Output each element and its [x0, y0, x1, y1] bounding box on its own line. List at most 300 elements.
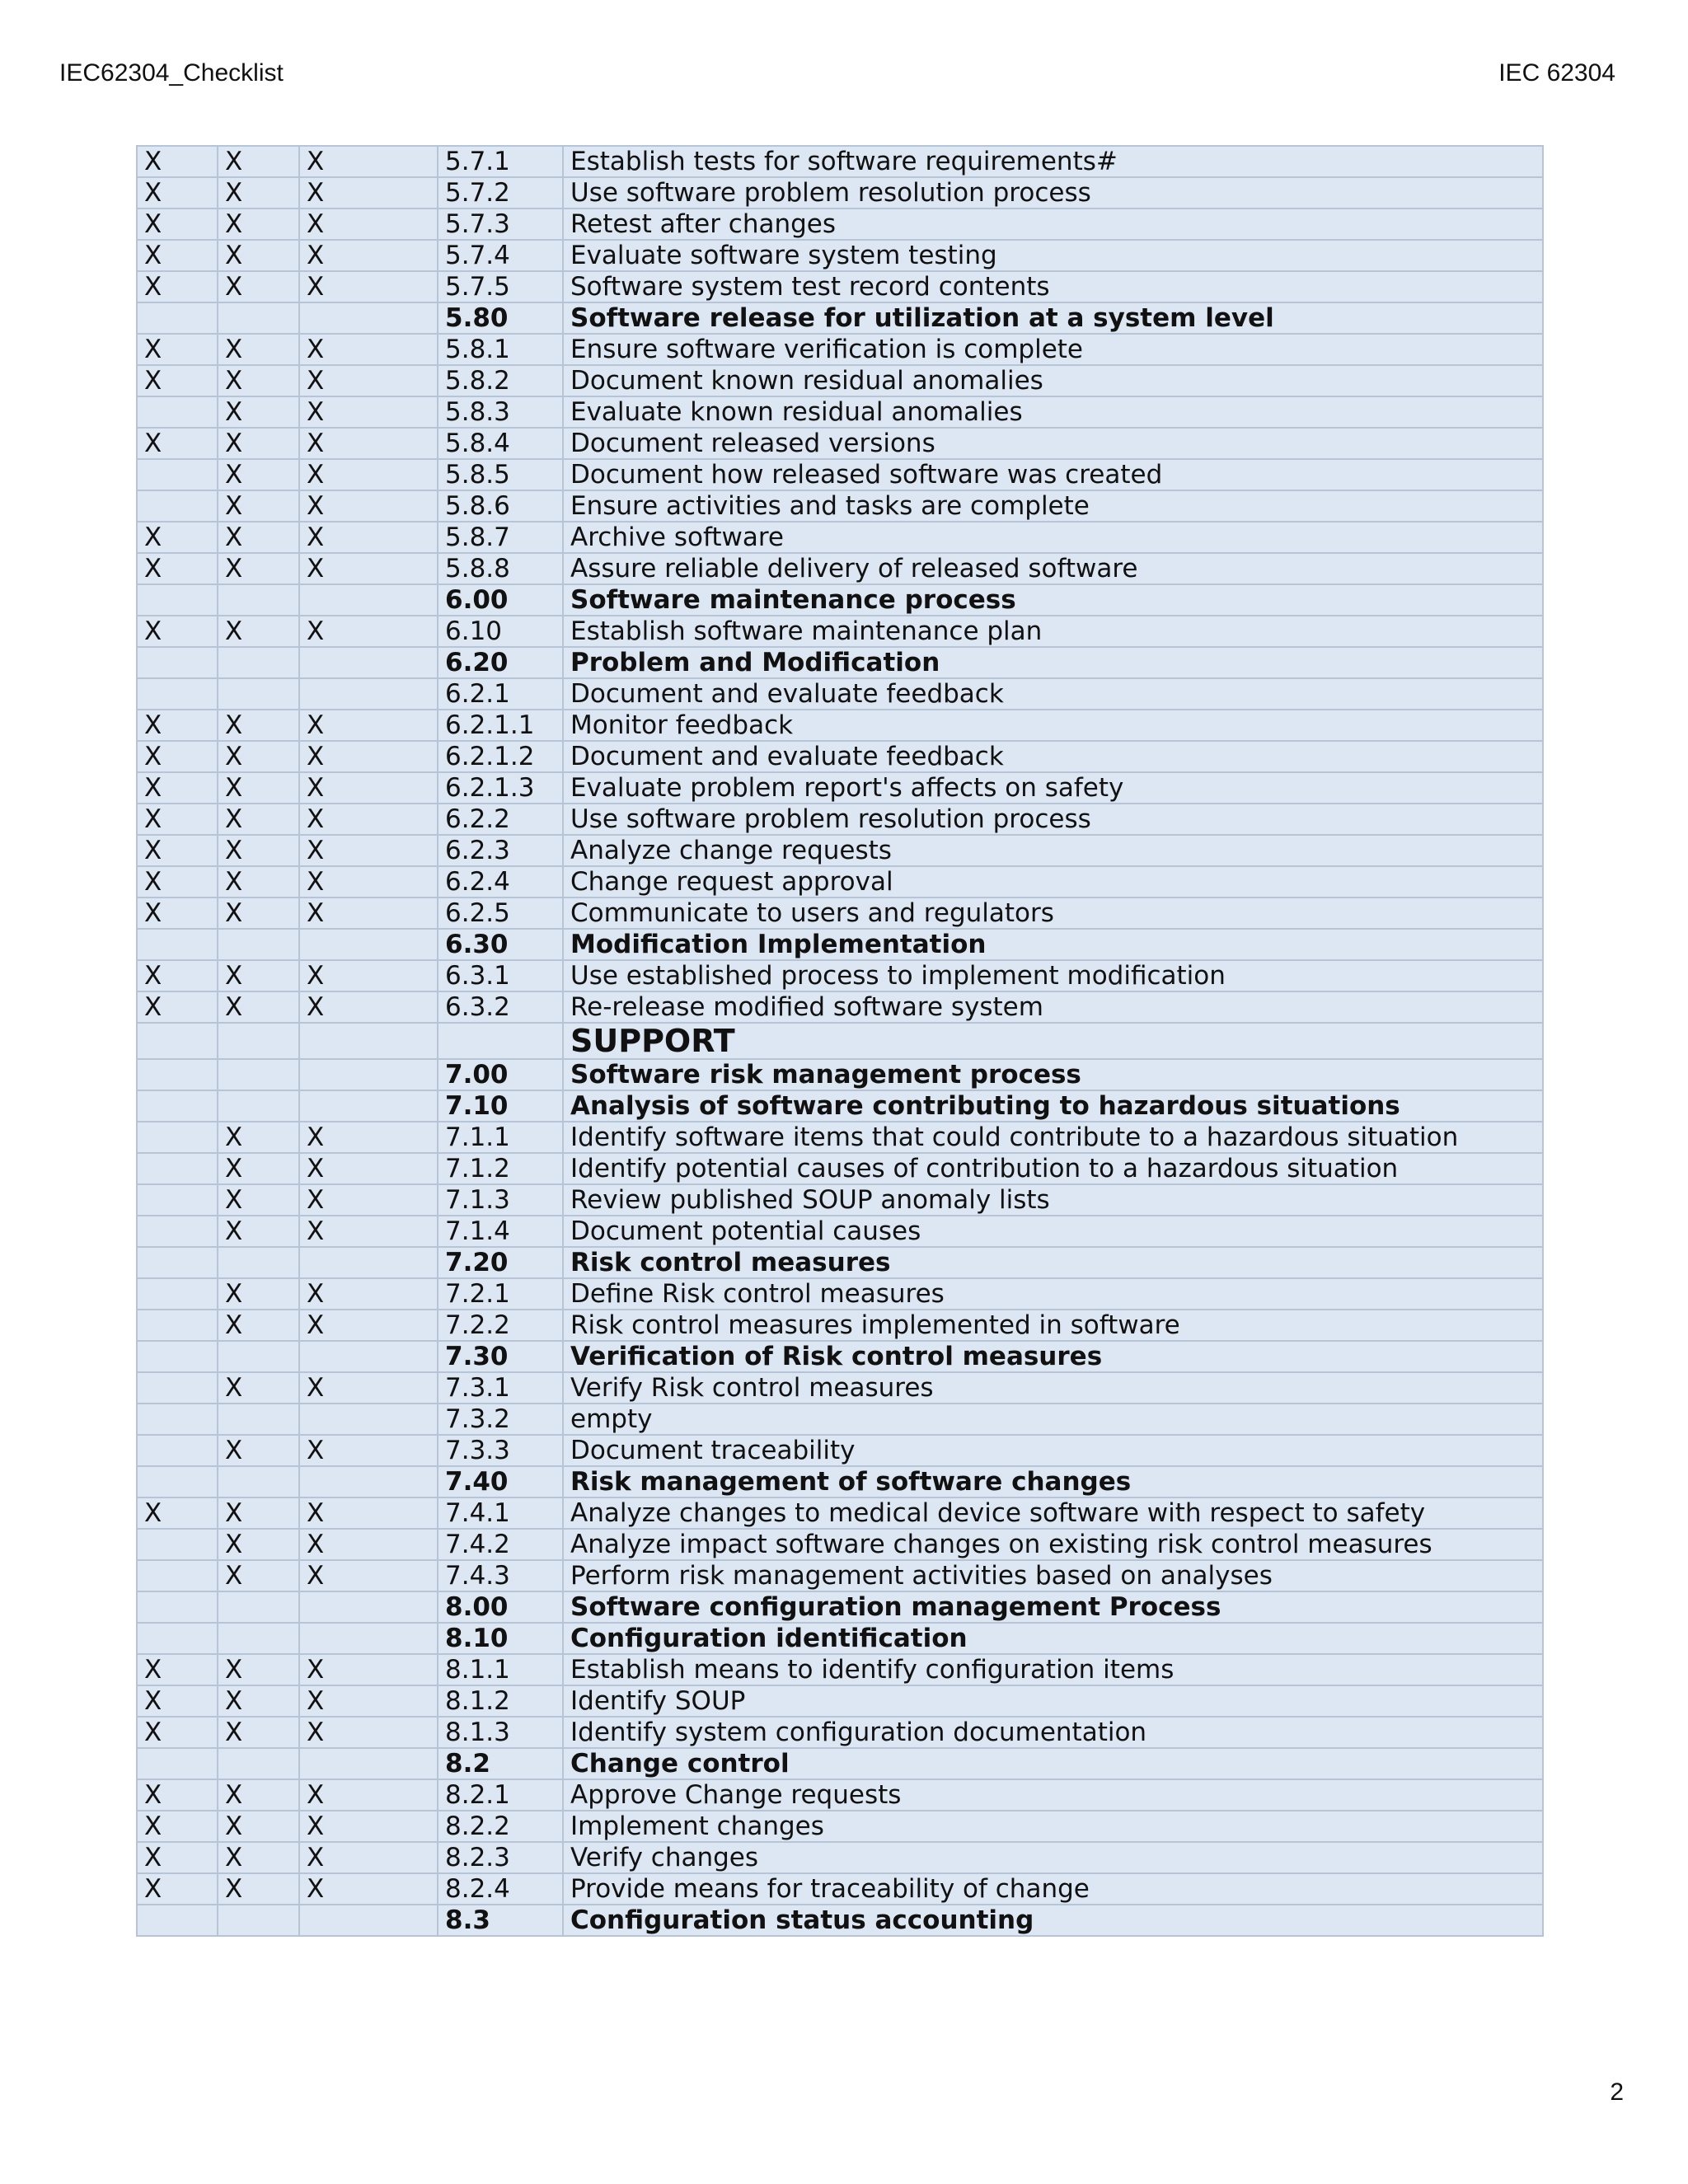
- clause-number: 5.8.2: [438, 365, 563, 396]
- class-b-mark: [218, 1090, 299, 1122]
- clause-title: Communicate to users and regulators: [563, 898, 1543, 929]
- class-b-mark: [218, 1748, 299, 1779]
- clause-title: Use software problem resolution process: [563, 804, 1543, 835]
- class-b-mark: X: [218, 960, 299, 991]
- class-b-mark: X: [218, 1153, 299, 1184]
- class-b-mark: X: [218, 1184, 299, 1216]
- class-c-mark: X: [299, 1122, 438, 1153]
- checklist-row: [137, 271, 1543, 302]
- checklist-row: [137, 616, 1543, 647]
- class-b-mark: X: [218, 710, 299, 741]
- class-c-mark: X: [299, 1153, 438, 1184]
- clause-number: 7.1.1: [438, 1122, 563, 1153]
- class-c-mark: X: [299, 898, 438, 929]
- checklist-row: [137, 898, 1543, 929]
- class-a-mark: [137, 1466, 218, 1497]
- class-a-mark: X: [137, 835, 218, 866]
- clause-number: 6.3.2: [438, 991, 563, 1023]
- checklist-row: [137, 459, 1543, 490]
- class-c-mark: [299, 647, 438, 678]
- clause-number: 5.8.6: [438, 490, 563, 522]
- class-c-mark: X: [299, 271, 438, 302]
- class-c-mark: X: [299, 1842, 438, 1873]
- checklist-row: [137, 146, 1543, 177]
- checklist-row: [137, 490, 1543, 522]
- checklist-row: [137, 1435, 1543, 1466]
- checklist-row: [137, 1122, 1543, 1153]
- class-b-mark: X: [218, 334, 299, 365]
- clause-number: 6.2.5: [438, 898, 563, 929]
- clause-number: 7.1.3: [438, 1184, 563, 1216]
- class-a-mark: [137, 1341, 218, 1372]
- class-c-mark: X: [299, 1184, 438, 1216]
- clause-title: Software maintenance process: [563, 584, 1543, 616]
- class-c-mark: [299, 1090, 438, 1122]
- clause-title: Analyze impact software changes on existing risk control measures: [563, 1529, 1543, 1560]
- checklist-row: [137, 302, 1543, 334]
- clause-number: 5.7.3: [438, 209, 563, 240]
- clause-number: 7.4.2: [438, 1529, 563, 1560]
- clause-number: 7.00: [438, 1059, 563, 1090]
- class-a-mark: X: [137, 772, 218, 804]
- class-a-mark: [137, 302, 218, 334]
- clause-number: 5.7.4: [438, 240, 563, 271]
- class-a-mark: X: [137, 553, 218, 584]
- checklist-row: [137, 991, 1543, 1023]
- clause-title: Analyze changes to medical device software with respect to safety: [563, 1497, 1543, 1529]
- class-c-mark: [299, 302, 438, 334]
- clause-number: 8.00: [438, 1591, 563, 1623]
- clause-title: Re-release modified software system: [563, 991, 1543, 1023]
- clause-title: Software configuration management Process: [563, 1591, 1543, 1623]
- clause-title: Risk management of software changes: [563, 1466, 1543, 1497]
- class-b-mark: X: [218, 835, 299, 866]
- checklist-row: [137, 553, 1543, 584]
- clause-number: [438, 1023, 563, 1059]
- class-b-mark: X: [218, 428, 299, 459]
- class-a-mark: [137, 1748, 218, 1779]
- class-c-mark: [299, 1059, 438, 1090]
- class-a-mark: X: [137, 1654, 218, 1685]
- class-a-mark: [137, 1404, 218, 1435]
- clause-number: 8.1.1: [438, 1654, 563, 1685]
- class-a-mark: [137, 1247, 218, 1278]
- clause-title: Implement changes: [563, 1811, 1543, 1842]
- class-c-mark: X: [299, 396, 438, 428]
- class-b-mark: X: [218, 553, 299, 584]
- clause-number: 8.1.3: [438, 1717, 563, 1748]
- class-b-mark: X: [218, 1122, 299, 1153]
- checklist-row: [137, 866, 1543, 898]
- class-b-mark: [218, 1023, 299, 1059]
- class-a-mark: [137, 1023, 218, 1059]
- class-a-mark: [137, 584, 218, 616]
- clause-title: Document released versions: [563, 428, 1543, 459]
- checklist-row: [137, 334, 1543, 365]
- class-b-mark: [218, 584, 299, 616]
- clause-number: 7.20: [438, 1247, 563, 1278]
- class-a-mark: X: [137, 1717, 218, 1748]
- class-c-mark: X: [299, 1779, 438, 1811]
- class-a-mark: X: [137, 209, 218, 240]
- class-c-mark: X: [299, 1278, 438, 1310]
- class-c-mark: [299, 1466, 438, 1497]
- class-c-mark: X: [299, 1811, 438, 1842]
- checklist-row: [137, 1310, 1543, 1341]
- class-b-mark: [218, 1905, 299, 1936]
- checklist-row: [137, 1153, 1543, 1184]
- checklist-row: [137, 1184, 1543, 1216]
- clause-title: Evaluate software system testing: [563, 240, 1543, 271]
- clause-title: Configuration identification: [563, 1623, 1543, 1654]
- clause-number: 5.7.1: [438, 146, 563, 177]
- checklist-row: [137, 710, 1543, 741]
- clause-title: Use software problem resolution process: [563, 177, 1543, 209]
- checklist-row: [137, 177, 1543, 209]
- clause-title: Identify software items that could contribute to a hazardous situation: [563, 1122, 1543, 1153]
- class-c-mark: X: [299, 522, 438, 553]
- clause-number: 5.8.8: [438, 553, 563, 584]
- class-c-mark: X: [299, 459, 438, 490]
- checklist-row: [137, 584, 1543, 616]
- clause-title: Establish software maintenance plan: [563, 616, 1543, 647]
- class-b-mark: X: [218, 616, 299, 647]
- class-a-mark: X: [137, 334, 218, 365]
- clause-number: 7.30: [438, 1341, 563, 1372]
- clause-title: Change control: [563, 1748, 1543, 1779]
- class-c-mark: [299, 1023, 438, 1059]
- checklist-row: [137, 1717, 1543, 1748]
- class-b-mark: [218, 929, 299, 960]
- class-c-mark: X: [299, 616, 438, 647]
- checklist-row: [137, 1685, 1543, 1717]
- checklist-row: [137, 741, 1543, 772]
- class-a-mark: X: [137, 240, 218, 271]
- clause-number: 6.30: [438, 929, 563, 960]
- class-b-mark: X: [218, 1497, 299, 1529]
- clause-title: Establish tests for software requirements#: [563, 146, 1543, 177]
- clause-number: 7.1.2: [438, 1153, 563, 1184]
- class-b-mark: X: [218, 1529, 299, 1560]
- class-b-mark: [218, 1341, 299, 1372]
- class-b-mark: [218, 678, 299, 710]
- class-c-mark: [299, 1341, 438, 1372]
- class-b-mark: [218, 647, 299, 678]
- clause-number: 7.40: [438, 1466, 563, 1497]
- checklist-row: [137, 365, 1543, 396]
- clause-title: empty: [563, 1404, 1543, 1435]
- class-b-mark: [218, 1466, 299, 1497]
- class-c-mark: X: [299, 1685, 438, 1717]
- class-c-mark: X: [299, 428, 438, 459]
- class-c-mark: [299, 584, 438, 616]
- checklist-row: [137, 1529, 1543, 1560]
- clause-number: 5.8.7: [438, 522, 563, 553]
- checklist-table: [136, 145, 1544, 1937]
- class-a-mark: X: [137, 177, 218, 209]
- class-a-mark: [137, 396, 218, 428]
- class-b-mark: X: [218, 1654, 299, 1685]
- clause-number: 7.2.1: [438, 1278, 563, 1310]
- class-c-mark: X: [299, 1717, 438, 1748]
- clause-title: Retest after changes: [563, 209, 1543, 240]
- class-a-mark: [137, 459, 218, 490]
- checklist-row: [137, 240, 1543, 271]
- checklist-row: [137, 1873, 1543, 1905]
- checklist-row: [137, 1623, 1543, 1654]
- clause-number: 7.3.3: [438, 1435, 563, 1466]
- class-a-mark: [137, 1372, 218, 1404]
- clause-title: Software release for utilization at a system level: [563, 302, 1543, 334]
- clause-number: 5.8.5: [438, 459, 563, 490]
- class-a-mark: X: [137, 991, 218, 1023]
- class-b-mark: X: [218, 991, 299, 1023]
- checklist-row: [137, 396, 1543, 428]
- class-b-mark: X: [218, 490, 299, 522]
- clause-number: 7.4.1: [438, 1497, 563, 1529]
- clause-number: 7.3.1: [438, 1372, 563, 1404]
- checklist-row: [137, 1090, 1543, 1122]
- clause-number: 8.2: [438, 1748, 563, 1779]
- class-b-mark: X: [218, 1372, 299, 1404]
- class-b-mark: [218, 1591, 299, 1623]
- clause-number: 5.8.1: [438, 334, 563, 365]
- class-c-mark: X: [299, 741, 438, 772]
- class-b-mark: [218, 1059, 299, 1090]
- clause-number: 7.3.2: [438, 1404, 563, 1435]
- class-a-mark: [137, 1591, 218, 1623]
- clause-title: Ensure software verification is complete: [563, 334, 1543, 365]
- class-a-mark: [137, 1529, 218, 1560]
- class-a-mark: X: [137, 1811, 218, 1842]
- clause-title: Risk control measures implemented in software: [563, 1310, 1543, 1341]
- clause-title: Software system test record contents: [563, 271, 1543, 302]
- class-a-mark: X: [137, 616, 218, 647]
- checklist-row: [137, 804, 1543, 835]
- class-c-mark: X: [299, 177, 438, 209]
- clause-title: Use established process to implement modification: [563, 960, 1543, 991]
- clause-number: 6.3.1: [438, 960, 563, 991]
- checklist-body: [137, 146, 1543, 1936]
- checklist-row: [137, 1059, 1543, 1090]
- class-b-mark: X: [218, 1717, 299, 1748]
- checklist-row: [137, 647, 1543, 678]
- clause-title: Provide means for traceability of change: [563, 1873, 1543, 1905]
- checklist-row: [137, 428, 1543, 459]
- class-b-mark: X: [218, 209, 299, 240]
- clause-title: Verify changes: [563, 1842, 1543, 1873]
- class-c-mark: X: [299, 1529, 438, 1560]
- class-c-mark: [299, 1404, 438, 1435]
- document-header-title: IEC62304_Checklist: [59, 59, 284, 87]
- class-c-mark: X: [299, 553, 438, 584]
- clause-title: Verify Risk control measures: [563, 1372, 1543, 1404]
- class-b-mark: X: [218, 522, 299, 553]
- class-a-mark: [137, 1905, 218, 1936]
- class-a-mark: [137, 1623, 218, 1654]
- checklist-row: [137, 1278, 1543, 1310]
- class-c-mark: X: [299, 209, 438, 240]
- checklist-row: [137, 1779, 1543, 1811]
- clause-title: Perform risk management activities based on analyses: [563, 1560, 1543, 1591]
- clause-number: 5.8.4: [438, 428, 563, 459]
- class-c-mark: [299, 678, 438, 710]
- clause-title: Ensure activities and tasks are complete: [563, 490, 1543, 522]
- class-b-mark: X: [218, 898, 299, 929]
- class-c-mark: X: [299, 804, 438, 835]
- checklist-row: [137, 1247, 1543, 1278]
- checklist-row: [137, 1905, 1543, 1936]
- checklist-row: [137, 835, 1543, 866]
- class-c-mark: X: [299, 710, 438, 741]
- clause-title: Identify system configuration documentation: [563, 1717, 1543, 1748]
- class-a-mark: [137, 678, 218, 710]
- class-b-mark: [218, 1623, 299, 1654]
- clause-number: 6.2.1.2: [438, 741, 563, 772]
- clause-title: Monitor feedback: [563, 710, 1543, 741]
- class-a-mark: X: [137, 866, 218, 898]
- clause-title: Verification of Risk control measures: [563, 1341, 1543, 1372]
- checklist-row: [137, 929, 1543, 960]
- class-b-mark: X: [218, 146, 299, 177]
- class-a-mark: X: [137, 1685, 218, 1717]
- clause-number: 8.2.3: [438, 1842, 563, 1873]
- class-b-mark: X: [218, 240, 299, 271]
- class-b-mark: X: [218, 271, 299, 302]
- class-b-mark: X: [218, 1842, 299, 1873]
- class-c-mark: X: [299, 1873, 438, 1905]
- class-a-mark: X: [137, 898, 218, 929]
- class-c-mark: X: [299, 991, 438, 1023]
- class-b-mark: X: [218, 1435, 299, 1466]
- clause-title: SUPPORT: [563, 1023, 1543, 1059]
- class-b-mark: X: [218, 1216, 299, 1247]
- clause-number: 6.2.2: [438, 804, 563, 835]
- class-a-mark: X: [137, 710, 218, 741]
- checklist-row: [137, 1466, 1543, 1497]
- class-b-mark: X: [218, 1560, 299, 1591]
- checklist-row: [137, 209, 1543, 240]
- class-a-mark: X: [137, 1873, 218, 1905]
- class-c-mark: X: [299, 960, 438, 991]
- class-a-mark: X: [137, 1842, 218, 1873]
- clause-title: Document and evaluate feedback: [563, 741, 1543, 772]
- clause-number: 6.2.3: [438, 835, 563, 866]
- clause-title: Problem and Modification: [563, 647, 1543, 678]
- clause-title: Evaluate problem report's affects on safety: [563, 772, 1543, 804]
- class-a-mark: X: [137, 428, 218, 459]
- class-c-mark: [299, 1905, 438, 1936]
- class-c-mark: X: [299, 1654, 438, 1685]
- class-a-mark: [137, 1310, 218, 1341]
- clause-title: Approve Change requests: [563, 1779, 1543, 1811]
- clause-number: 5.7.2: [438, 177, 563, 209]
- clause-title: Analyze change requests: [563, 835, 1543, 866]
- clause-title: Modification Implementation: [563, 929, 1543, 960]
- clause-title: Document known residual anomalies: [563, 365, 1543, 396]
- checklist-row: [137, 1497, 1543, 1529]
- class-c-mark: X: [299, 866, 438, 898]
- class-a-mark: X: [137, 271, 218, 302]
- class-a-mark: X: [137, 146, 218, 177]
- clause-title: Analysis of software contributing to hazardous situations: [563, 1090, 1543, 1122]
- clause-number: 7.2.2: [438, 1310, 563, 1341]
- class-c-mark: X: [299, 490, 438, 522]
- class-a-mark: X: [137, 1779, 218, 1811]
- section-heading-row: [137, 1023, 1543, 1059]
- clause-title: Establish means to identify configuration items: [563, 1654, 1543, 1685]
- checklist-row: [137, 1372, 1543, 1404]
- clause-number: 6.10: [438, 616, 563, 647]
- class-a-mark: X: [137, 522, 218, 553]
- class-c-mark: [299, 929, 438, 960]
- document-header-standard: IEC 62304: [1498, 59, 1615, 87]
- class-b-mark: X: [218, 772, 299, 804]
- checklist-row: [137, 1842, 1543, 1873]
- class-b-mark: X: [218, 1779, 299, 1811]
- class-c-mark: X: [299, 1310, 438, 1341]
- class-c-mark: X: [299, 1560, 438, 1591]
- page-number: 2: [1610, 2079, 1624, 2106]
- class-a-mark: [137, 1090, 218, 1122]
- clause-title: Define Risk control measures: [563, 1278, 1543, 1310]
- class-c-mark: X: [299, 1497, 438, 1529]
- class-b-mark: X: [218, 177, 299, 209]
- clause-title: Software risk management process: [563, 1059, 1543, 1090]
- class-b-mark: X: [218, 365, 299, 396]
- checklist-row: [137, 1811, 1543, 1842]
- clause-number: 7.1.4: [438, 1216, 563, 1247]
- class-a-mark: [137, 1278, 218, 1310]
- class-c-mark: X: [299, 1372, 438, 1404]
- clause-title: Archive software: [563, 522, 1543, 553]
- checklist-row: [137, 1748, 1543, 1779]
- class-b-mark: X: [218, 866, 299, 898]
- class-c-mark: [299, 1748, 438, 1779]
- clause-title: Identify potential causes of contribution to a hazardous situation: [563, 1153, 1543, 1184]
- class-c-mark: X: [299, 365, 438, 396]
- clause-number: 6.2.4: [438, 866, 563, 898]
- class-b-mark: X: [218, 1811, 299, 1842]
- checklist-row: [137, 1404, 1543, 1435]
- clause-number: 5.80: [438, 302, 563, 334]
- clause-number: 8.1.2: [438, 1685, 563, 1717]
- checklist-row: [137, 960, 1543, 991]
- clause-title: Evaluate known residual anomalies: [563, 396, 1543, 428]
- class-b-mark: X: [218, 1278, 299, 1310]
- class-a-mark: [137, 929, 218, 960]
- clause-title: Identify SOUP: [563, 1685, 1543, 1717]
- class-c-mark: [299, 1623, 438, 1654]
- clause-number: 8.2.4: [438, 1873, 563, 1905]
- class-b-mark: X: [218, 459, 299, 490]
- class-a-mark: [137, 1184, 218, 1216]
- clause-number: 8.10: [438, 1623, 563, 1654]
- class-b-mark: X: [218, 1873, 299, 1905]
- clause-number: 5.8.3: [438, 396, 563, 428]
- checklist-row: [137, 1591, 1543, 1623]
- class-a-mark: [137, 1560, 218, 1591]
- checklist-row: [137, 1654, 1543, 1685]
- class-b-mark: X: [218, 396, 299, 428]
- clause-title: Change request approval: [563, 866, 1543, 898]
- class-a-mark: [137, 1059, 218, 1090]
- clause-title: Document and evaluate feedback: [563, 678, 1543, 710]
- clause-title: Document how released software was created: [563, 459, 1543, 490]
- clause-number: 8.2.1: [438, 1779, 563, 1811]
- clause-title: Review published SOUP anomaly lists: [563, 1184, 1543, 1216]
- class-a-mark: X: [137, 804, 218, 835]
